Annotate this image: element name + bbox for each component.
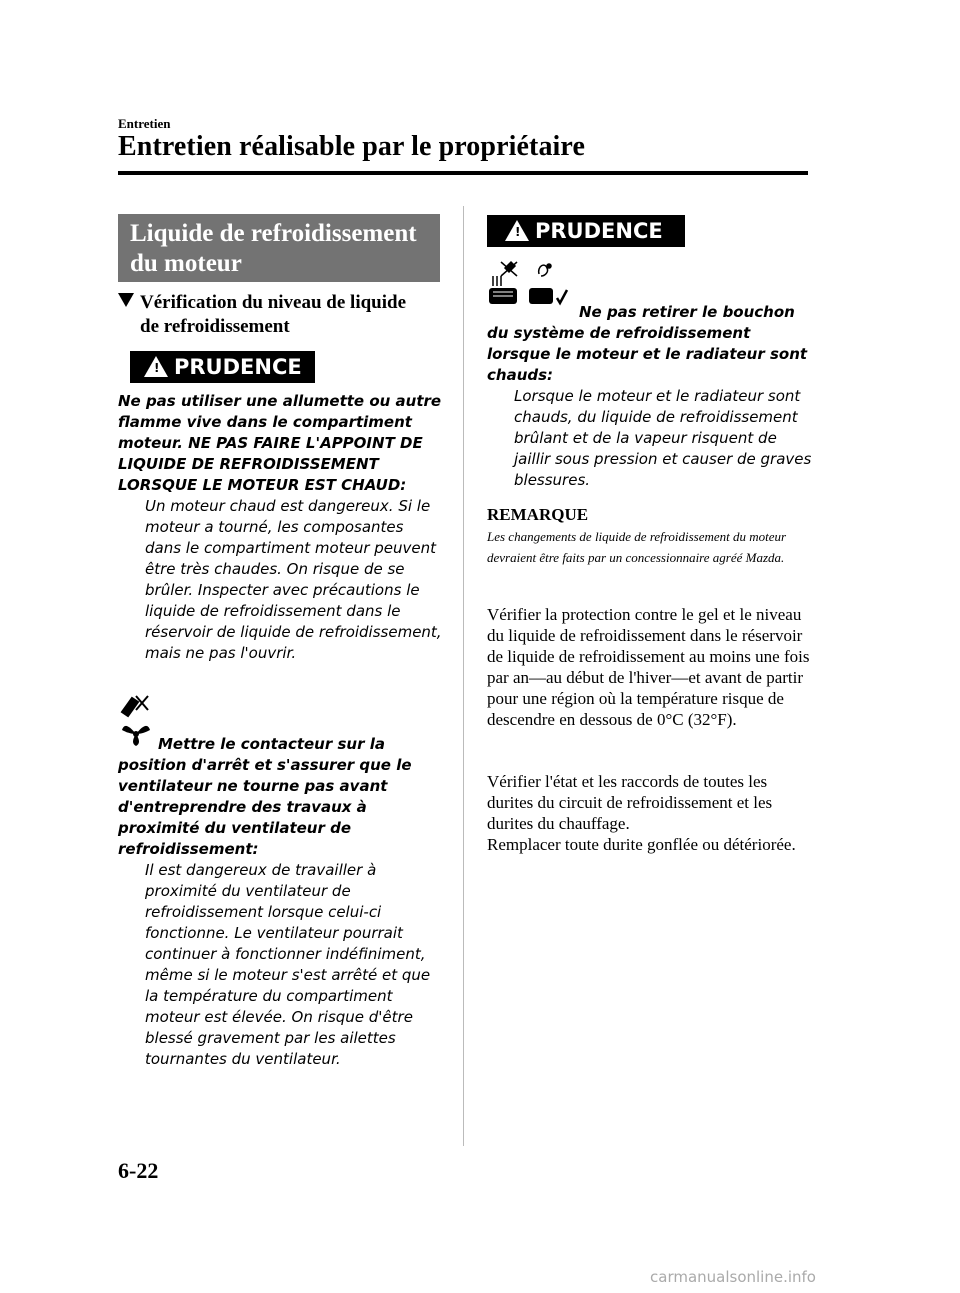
warning-block-2 — [118, 734, 444, 1070]
paragraph-2 — [487, 771, 812, 855]
prudence-banner-right — [487, 215, 685, 247]
warning-right-bold: Ne pas retirer le bouchon du système de refroidissement lorsque le moteur et le radiateur sont chauds: — [487, 303, 808, 384]
note-text: Les changements de liquide de refroidissement du moteur devraient être faits par un concessionnaire agréé Mazda. — [487, 529, 787, 565]
paragraph-2-line2: Remplacer toute durite gonflée ou détériorée. — [487, 835, 796, 854]
warning1-body: Un moteur chaud est dangereux. Si le moteur a tourné, les composantes dans le compartiment moteur peuvent être très chaudes. On risque de se brûler. Inspecter avec précautions le liquide de refroidissement dans le réservoir de liquide de refroidissement, mais ne pas l'ouvrir. — [145, 497, 442, 662]
warning2-body: Il est dangereux de travailler à proximité du ventilateur de refroidissement lorsque celui-ci fonctionne. Le ventilateur pourrait continuer à fonctionner indéfiniment, même si le moteur s'est arrêté et que la température du compartiment moteur est élevée. On risque d'être blessé gravement par les ailettes tournantes du ventilateur. — [145, 861, 431, 1068]
section-label: Entretien — [118, 116, 171, 131]
page-number: 6-22 — [118, 1158, 159, 1183]
page-title: Entretien réalisable par le propriétaire — [118, 131, 585, 162]
warning-right-body: Lorsque le moteur et le radiateur sont chauds, du liquide de refroidissement brûlant et de la vapeur risquent de jaillir sous pression et causer de graves blessures. — [514, 387, 812, 489]
warning1-bold: Ne pas utiliser une allumette ou autre flamme vive dans le compartiment moteur. NE PAS FAIRE L'APPOINT DE LIQUIDE DE REFROIDISSEMENT LORSQUE LE MOTEUR EST CHAUD: — [118, 392, 442, 494]
subsection-line1: Vérification du niveau de liquide — [140, 292, 407, 313]
warning-block-1 — [118, 391, 444, 664]
note-title: REMARQUE — [487, 505, 589, 524]
paragraph-1: Vérifier la protection contre le gel et le niveau du liquide de refroidissement dans le réservoir de liquide de refroidissement au moins une fois par an―au début de l'hiver―et avant de partir pour une région où la température risque de descendre en dessous de 0°C (32°F). — [487, 605, 810, 729]
warning2-bold: Mettre le contacteur sur la position d'arrêt et s'assurer que le ventilateur ne tourne pas avant d'entreprendre des travaux à proximité du ventilateur de refroidissement: — [118, 735, 412, 858]
radiator-cap-icons — [487, 258, 573, 306]
section-title-line2: du moteur — [130, 250, 242, 277]
warning-block-right — [487, 302, 812, 491]
watermark: carmanualsonline.info — [650, 1268, 816, 1286]
subsection-heading — [118, 291, 448, 339]
section-title-box — [118, 214, 440, 282]
triangle-bullet-icon — [118, 293, 134, 307]
column-divider — [463, 206, 464, 1146]
prudence-label: PRUDENCE — [174, 355, 302, 379]
header-rule — [118, 171, 808, 175]
section-title-line1: Liquide de refroidissement — [130, 220, 417, 247]
prudence-banner-left — [130, 351, 315, 383]
warning-triangle-icon: ! — [144, 356, 168, 377]
warning-triangle-icon: ! — [505, 220, 529, 241]
paragraph-2-line1: Vérifier l'état et les raccords de toutes les durites du circuit de refroidissement et les durites du chauffage. — [487, 772, 773, 833]
prudence-label: PRUDENCE — [535, 219, 663, 243]
subsection-line2: de refroidissement — [140, 316, 290, 337]
